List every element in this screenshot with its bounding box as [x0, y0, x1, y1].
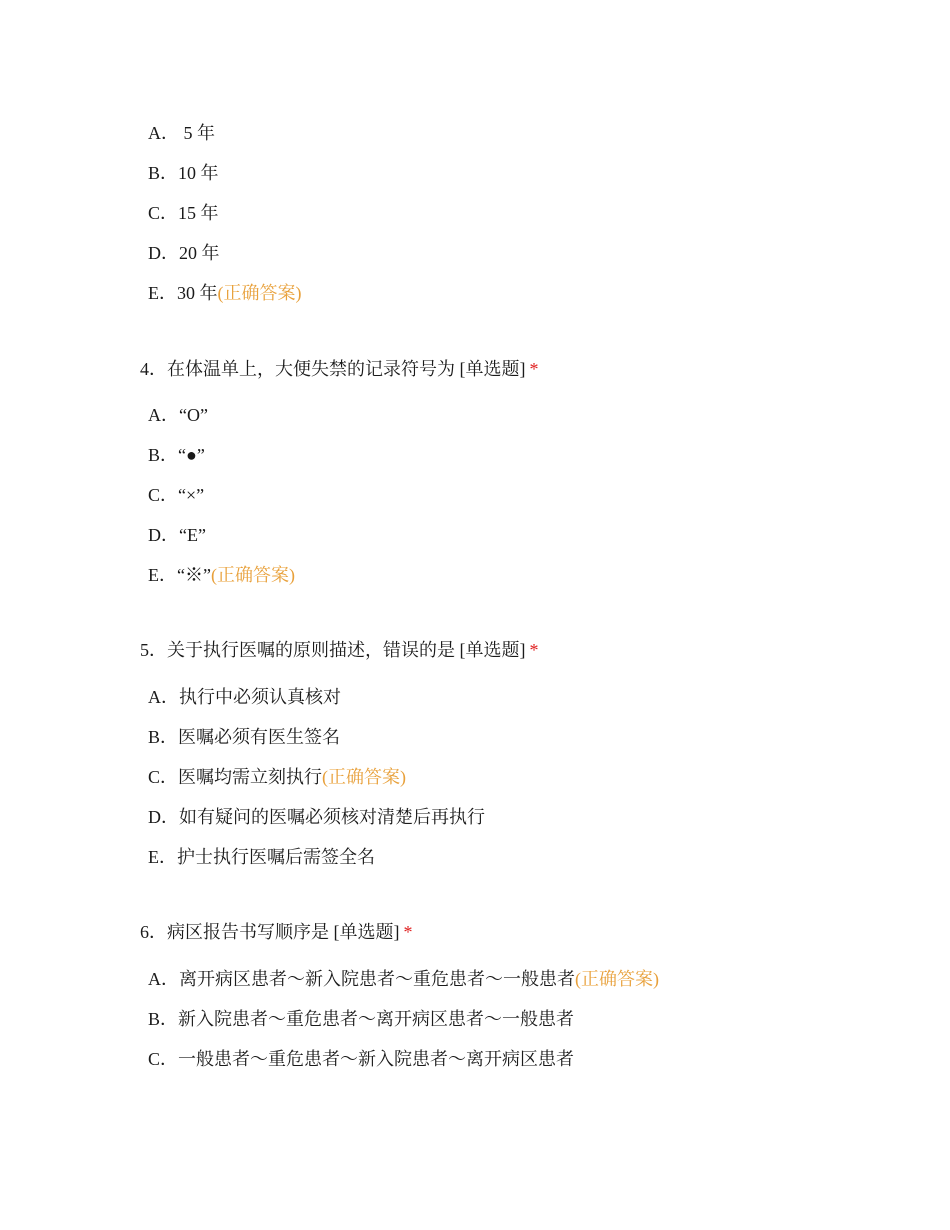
q4-option-a[interactable]: A．“O”	[148, 405, 208, 425]
q6-option-c[interactable]: C．一般患者～重危患者～新入院患者～离开病区患者	[148, 1049, 575, 1069]
correct-answer-tag: (正确答案)	[217, 283, 302, 303]
q5-option-d[interactable]: D．如有疑问的医嘱必须核对清楚后再执行	[148, 807, 485, 827]
q3-option-c[interactable]: C．15 年	[148, 203, 219, 223]
q4-option-d[interactable]: D．“E”	[148, 525, 206, 545]
required-mark: *	[529, 359, 539, 379]
q3-option-e[interactable]: E．30 年(正确答案)	[148, 283, 302, 303]
correct-answer-tag: (正确答案)	[322, 767, 407, 787]
q3-option-a[interactable]: A． 5 年	[148, 123, 215, 143]
q4-option-c[interactable]: C．“×”	[148, 485, 205, 505]
q4-option-e[interactable]: E．“※”(正确答案)	[148, 565, 295, 585]
q5-option-a[interactable]: A．执行中必须认真核对	[148, 687, 341, 707]
q5-option-b[interactable]: B．医嘱必须有医生签名	[148, 727, 341, 747]
q4-title: 4．在体温单上，大便失禁的记录符号为 [单选题] *	[140, 359, 539, 379]
required-mark: *	[529, 640, 539, 660]
q6-option-b[interactable]: B．新入院患者～重危患者～离开病区患者～一般患者	[148, 1009, 575, 1029]
required-mark: *	[403, 922, 413, 942]
q6-title: 6．病区报告书写顺序是 [单选题] *	[140, 922, 413, 942]
q5-title: 5．关于执行医嘱的原则描述，错误的是 [单选题] *	[140, 640, 539, 660]
correct-answer-tag: (正确答案)	[210, 565, 295, 585]
q4-option-b[interactable]: B．“●”	[148, 445, 205, 465]
q5-option-e[interactable]: E．护士执行医嘱后需签全名	[148, 847, 375, 867]
correct-answer-tag: (正确答案)	[575, 969, 659, 989]
q6-option-a[interactable]: A．离开病区患者～新入院患者～重危患者～一般患者(正确答案)	[148, 969, 659, 989]
q5-option-c[interactable]: C．医嘱均需立刻执行(正确答案)	[148, 767, 407, 787]
q3-option-d[interactable]: D．20 年	[148, 243, 220, 263]
q3-option-b[interactable]: B．10 年	[148, 163, 219, 183]
